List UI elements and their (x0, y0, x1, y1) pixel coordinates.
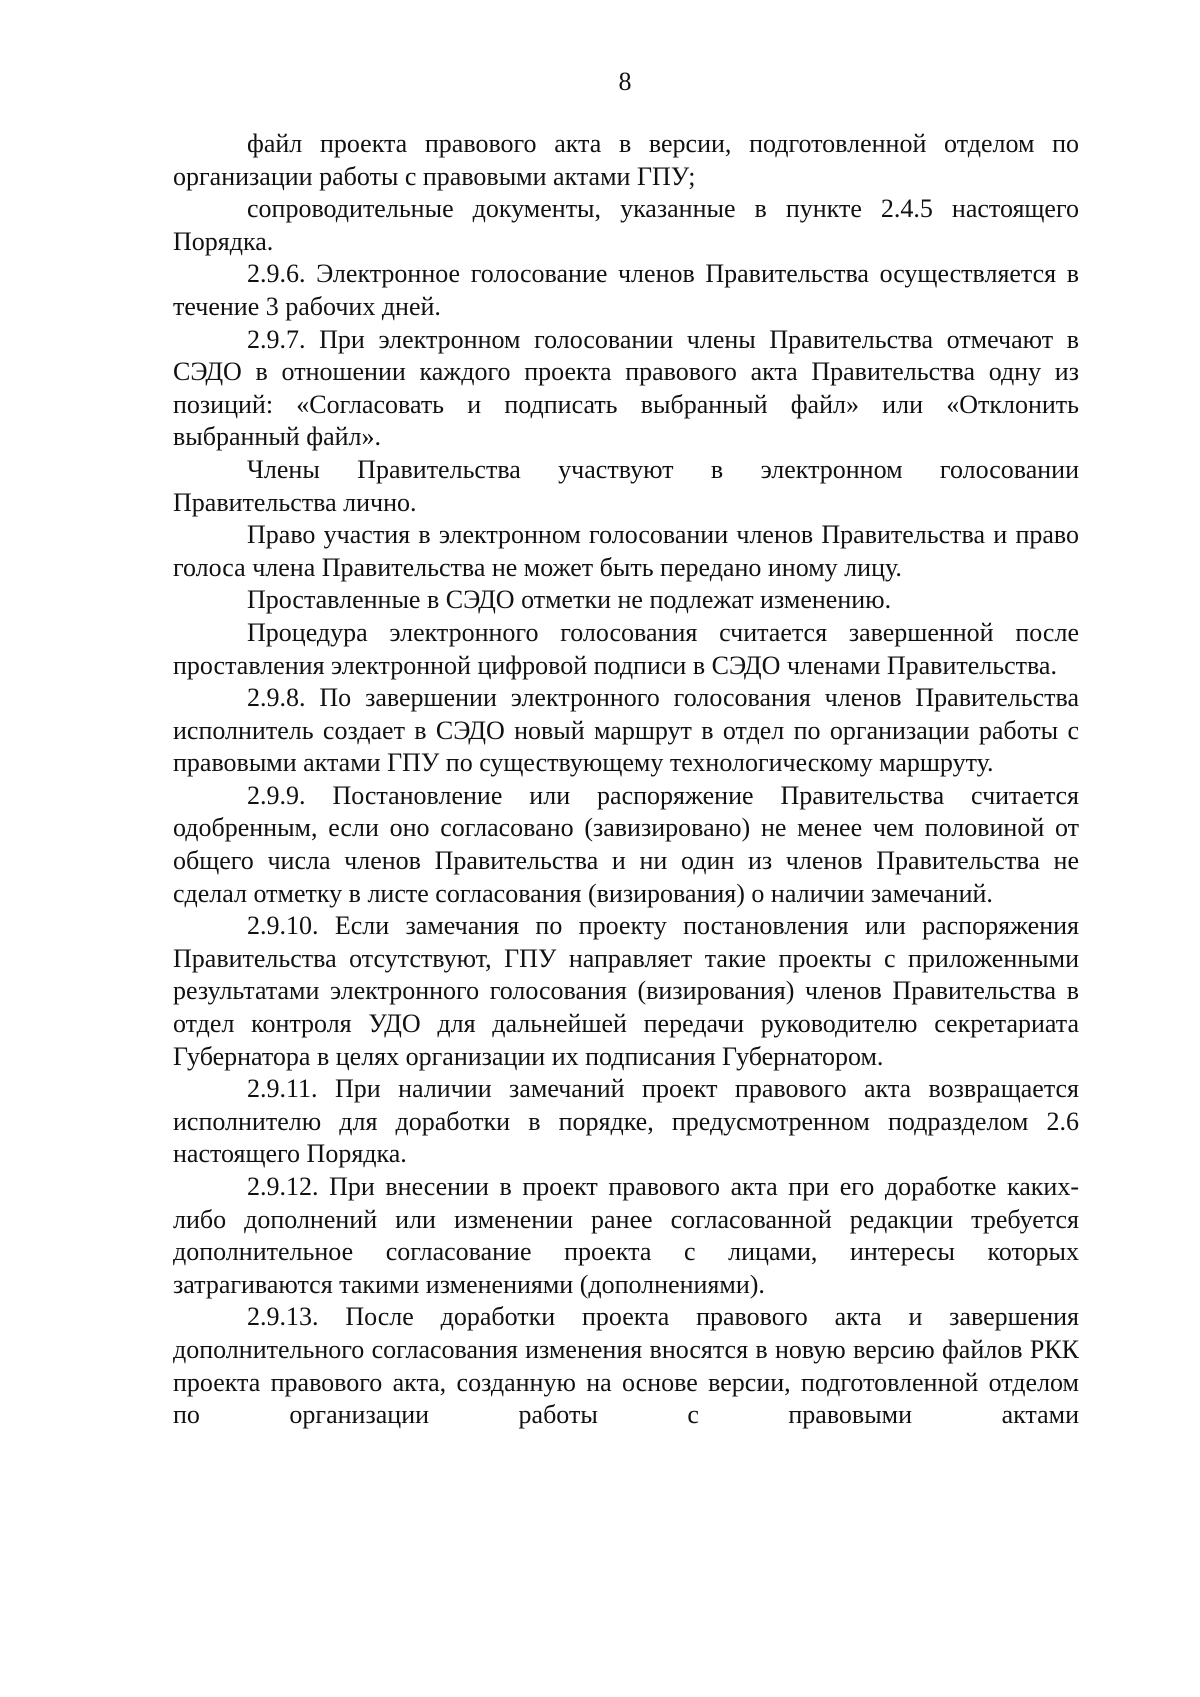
paragraph-right-to-vote: Право участия в электронном голосовании членов Правительства и право голоса члена Правительства не может быть передано иному лицу. (173, 520, 1079, 582)
paragraph-procedure-complete: Процедура электронного голосования считается завершенной после проставления электронной цифровой подписи в СЭДО членами Правительства. (173, 617, 1079, 680)
paragraph-2-9-12: 2.9.12. При внесении в проект правового акта при его доработке каких-либо дополнений или изменении ранее согласованной редакции требуется дополнительное согласование проекта с лицами, интересы которых затрагиваются такими изменениями (дополнениями). (173, 1172, 1079, 1299)
document-body (173, 128, 1079, 1432)
paragraph-file-version: файл проекта правового акта в версии, подготовленной отделом по организации работы с правовыми актами ГПУ; (173, 129, 1079, 191)
paragraph-marks-unchangeable: Проставленные в СЭДО отметки не подлежат изменению. (247, 585, 892, 615)
page-number: 8 (618, 67, 632, 96)
paragraph-2-9-6: 2.9.6. Электронное голосование членов Правительства осуществляется в течение 3 рабочих дней. (173, 259, 1079, 321)
paragraph-accompanying-docs: сопроводительные документы, указанные в пункте 2.4.5 настоящего Порядка. (173, 194, 1079, 256)
paragraph-members-personally: Члены Правительства участвуют в электронном голосовании Правительства лично. (173, 454, 1079, 517)
paragraph-2-9-7: 2.9.7. При электронном голосовании члены Правительства отмечают в СЭДО в отношении каждого проекта правового акта Правительства одну из позиций: «Согласовать и подписать выбранный файл» или «Отклонить выбранный файл». (173, 324, 1079, 452)
paragraph-2-9-10: 2.9.10. Если замечания по проекту постановления или распоряжения Правительства отсутствуют, ГПУ направляет такие проекты с приложенными результатами электронного голосования (визирования) членов Правительства в отдел контроля УДО для дальнейшей передачи руководителю секретариата Губернатора в целях организации их подписания Губернатором. (173, 911, 1079, 1071)
paragraph-2-9-13: 2.9.13. После доработки проекта правового акта и завершения дополнительного согласования изменения вносятся в новую версию файлов РКК проекта правового акта, созданную на основе версии, подготовленной отделом по организации работы с правовыми актами (173, 1302, 1079, 1430)
paragraph-2-9-9: 2.9.9. Постановление или распоряжение Правительства считается одобренным, если оно согласовано (завизировано) не менее чем половиной от общего числа членов Правительства и ни один из членов Правительства не сделал отметку в листе согласования (визирования) о наличии замечаний. (173, 780, 1079, 908)
paragraph-2-9-8: 2.9.8. По завершении электронного голосования членов Правительства исполнитель создает в СЭДО новый маршрут в отдел по организации работы с правовыми актами ГПУ по существующему технологическому маршруту. (173, 683, 1079, 778)
paragraph-2-9-11: 2.9.11. При наличии замечаний проект правового акта возвращается исполнителю для доработки в порядке, предусмотренном подразделом 2.6 настоящего Порядка. (173, 1074, 1079, 1169)
